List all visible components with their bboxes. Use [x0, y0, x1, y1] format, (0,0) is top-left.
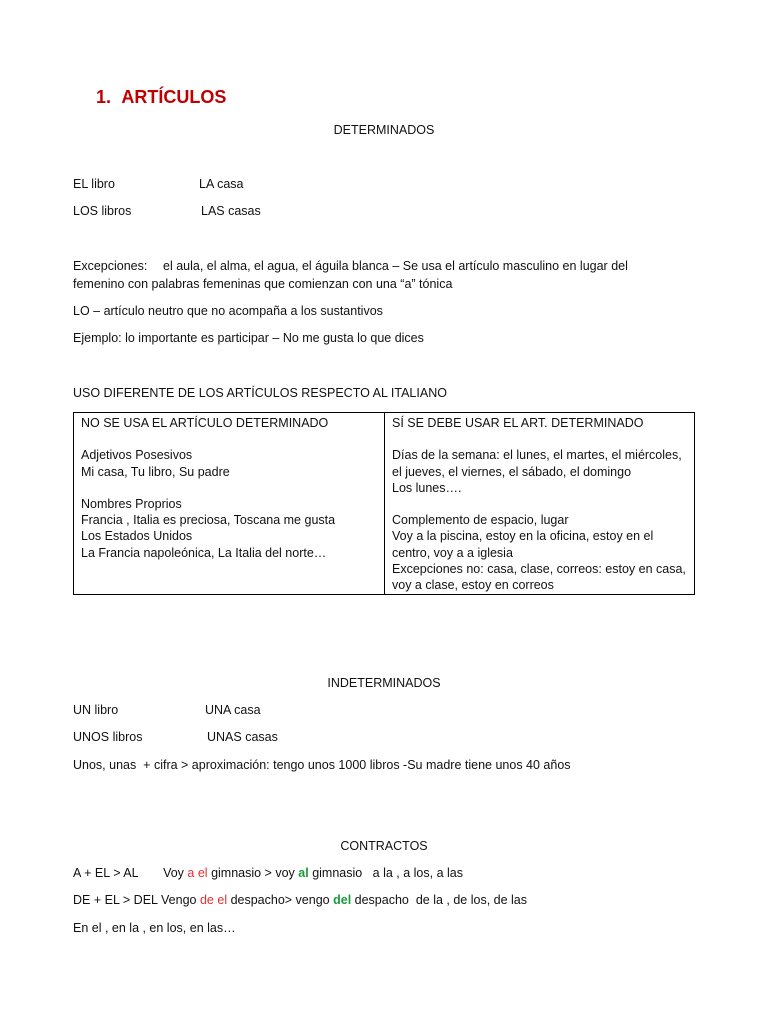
contracto-al-line — [73, 865, 463, 881]
col1-g1-title: Adjetivos Posesivos — [81, 448, 193, 463]
usage-table — [73, 412, 695, 595]
col2-g2-line2: Voy a la piscina, estoy en la oficina, estoy en el — [392, 529, 654, 544]
section-title: ARTÍCULOS — [121, 87, 227, 107]
indef-article-unos: UNOS libros — [73, 730, 143, 744]
excepciones-text: el aula, el alma, el agua, el águila blanca – Se usa el artículo masculino en lugar del — [163, 259, 628, 273]
def-article-la: LA casa — [199, 177, 244, 191]
col2-header: SÍ SE DEBE USAR EL ART. DETERMINADO — [392, 416, 644, 430]
excepciones-label: Excepciones: — [73, 259, 148, 273]
table-row — [74, 413, 695, 595]
contracto-al-part1: Voy — [163, 866, 184, 880]
contracto-del-red: de el — [199, 893, 228, 907]
contracto-del-line — [73, 892, 527, 908]
def-article-el: EL libro — [73, 177, 115, 191]
col1-g2-title: Nombres Proprios — [81, 496, 182, 511]
col2-g2-line4: Excepciones no: casa, clase, correos: estoy en casa, — [392, 562, 686, 577]
col1-g1-line: Mi casa, Tu libro, Su padre — [81, 464, 230, 479]
indeterminados-title: INDETERMINADOS — [327, 676, 441, 690]
contracto-al-part2: gimnasio > voy — [211, 866, 295, 880]
aproximacion-line: Unos, unas + cifra > aproximación: tengo unos 1000 libros -Su madre tiene unos 40 años — [73, 758, 571, 772]
excepciones-text-cont: femenino con palabras femeninas que comienzan con una “a” tónica — [73, 277, 453, 291]
contracto-del-green: del — [333, 893, 352, 907]
table-cell-no-se-usa — [74, 413, 385, 595]
contracto-al-part3: gimnasio a la , a los, a las — [312, 866, 463, 880]
col2-g2-line3: centro, voy a a iglesia — [392, 545, 513, 560]
contracto-del-part3: despacho de la , de los, de las — [354, 893, 527, 907]
uso-title: USO DIFERENTE DE LOS ARTÍCULOS RESPECTO AL ITALIANO — [73, 386, 447, 400]
col1-g2-line1: Francia , Italia es preciosa, Toscana me gusta — [81, 513, 336, 528]
def-article-los: LOS libros — [73, 204, 132, 218]
contracto-del-rule: DE + EL > DEL — [73, 893, 158, 907]
col2-g2-line1: Complemento de espacio, lugar — [392, 513, 569, 528]
lo-neutro-line: LO – artículo neutro que no acompaña a los sustantivos — [73, 304, 383, 318]
indef-article-unas: UNAS casas — [207, 730, 278, 744]
def-article-las: LAS casas — [201, 204, 261, 218]
col1-g2-line3: La Francia napoleónica, La Italia del norte… — [81, 545, 327, 560]
contracto-al-rule: A + EL > AL — [73, 866, 139, 880]
determinados-title: DETERMINADOS — [333, 123, 435, 137]
section-heading — [96, 86, 226, 108]
contracto-del-part2: despacho> vengo — [230, 893, 330, 907]
col2-g2-line5: voy a clase, estoy en correos — [392, 578, 554, 593]
indef-article-un: UN libro — [73, 703, 119, 717]
col1-g2-line2: Los Estados Unidos — [81, 529, 193, 544]
ejemplo-line: Ejemplo: lo importante es participar – No me gusta lo que dices — [73, 331, 424, 345]
contracto-al-red: a el — [187, 866, 208, 880]
col1-header: NO SE USA EL ARTÍCULO DETERMINADO — [81, 416, 329, 430]
indef-article-una: UNA casa — [205, 703, 261, 717]
col2-g1-line3: Los lunes…. — [392, 480, 462, 495]
contracto-del-part1: Vengo — [161, 893, 197, 907]
table-cell-si-se-debe — [385, 413, 695, 595]
contracto-en-line: En el , en la , en los, en las… — [73, 921, 236, 935]
contractos-title: CONTRACTOS — [340, 839, 428, 853]
section-number: 1. — [96, 87, 112, 107]
col2-g1-line2: el jueves, el viernes, el sábado, el domingo — [392, 464, 632, 479]
col2-g1-line1: Días de la semana: el lunes, el martes, el miércoles, — [392, 448, 682, 463]
contracto-al-green: al — [298, 866, 309, 880]
